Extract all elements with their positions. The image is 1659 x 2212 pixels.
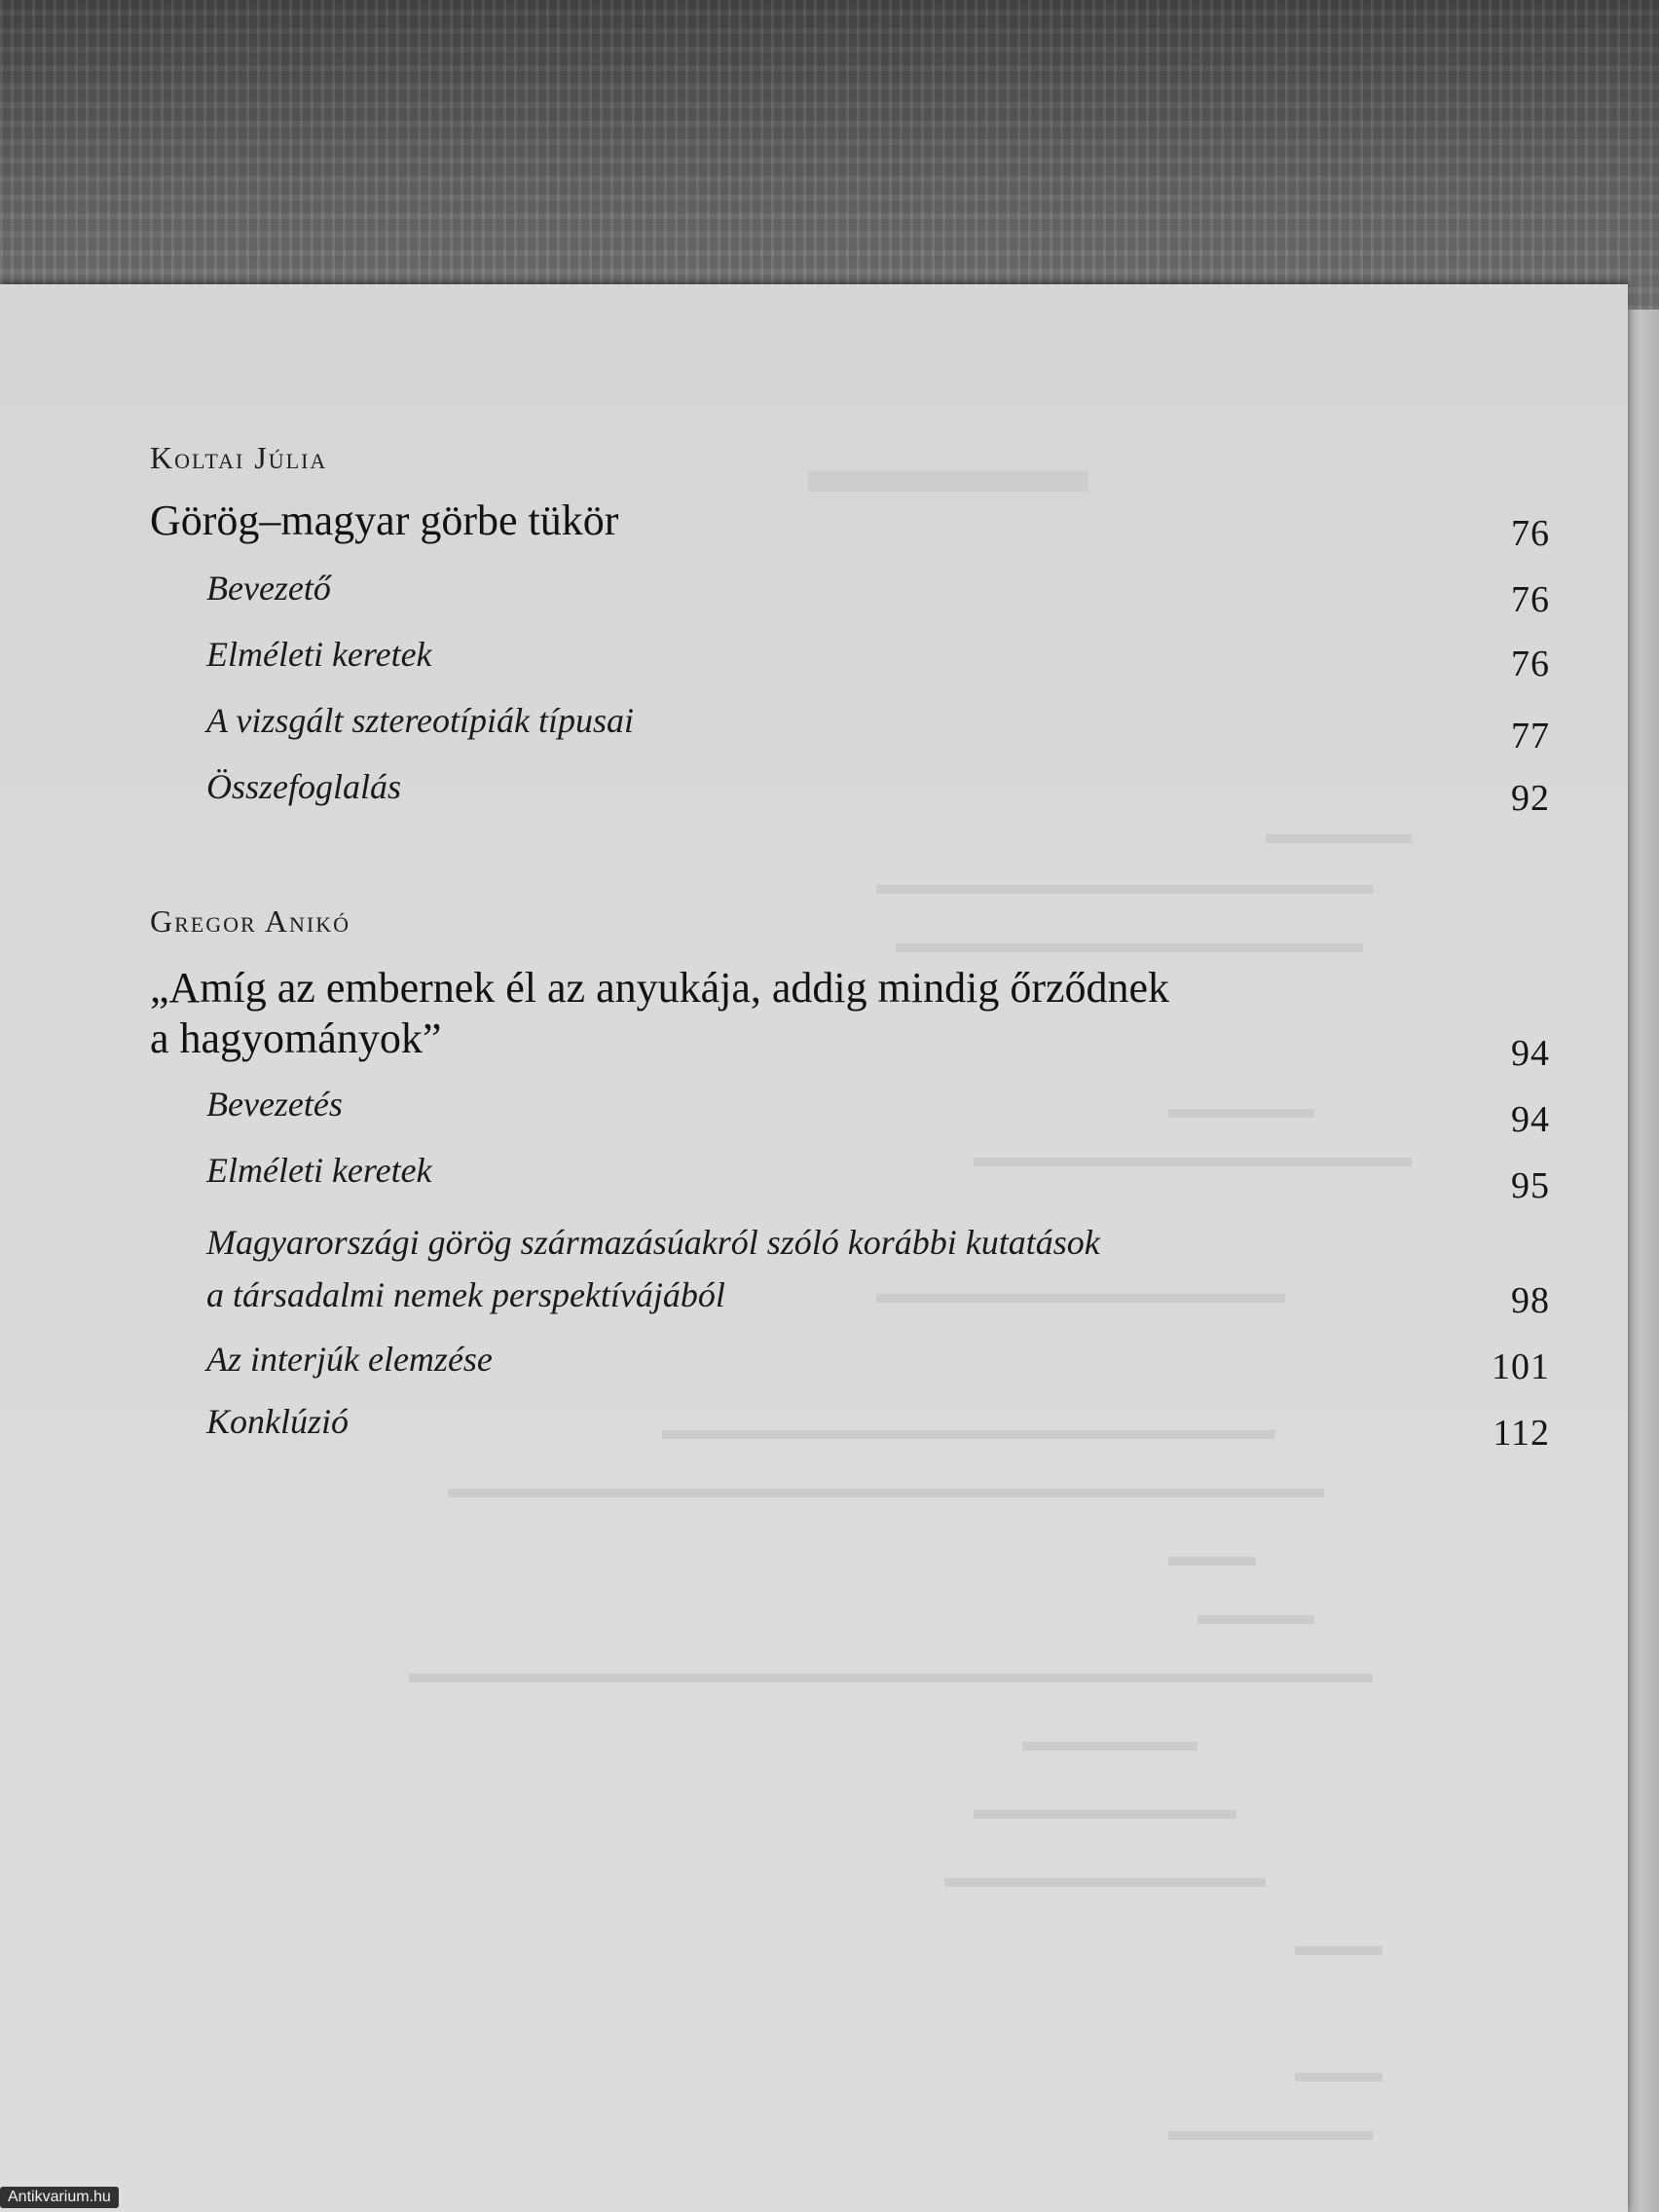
show-through-line: ▬▬▬▬▬▬▬▬▬▬▬▬▬▬▬▬▬▬▬▬▬ — [662, 1414, 1275, 1446]
show-through-line: ▬▬▬ — [1168, 1540, 1256, 1572]
show-through-line: ▬▬▬▬▬▬ — [1022, 1725, 1198, 1757]
show-through-line: ▬▬▬ — [1295, 1930, 1382, 1962]
chapter-title-line-1: „Amíg az embernek él az anyukája, addig mindig őrződnek — [150, 964, 1170, 1012]
show-through-line: ▬▬▬▬▬▬▬ — [1168, 2115, 1373, 2147]
show-through-line: ▬▬▬ — [1295, 2056, 1382, 2088]
show-through-line: ▬▬▬▬▬▬▬▬▬▬▬▬▬▬▬▬▬ — [876, 868, 1373, 901]
next-page-edge — [1628, 310, 1659, 2212]
author-name: Koltai Júlia — [150, 440, 328, 475]
chapter-title-line-2: a hagyományok” — [150, 1014, 442, 1062]
chapter-page-number: 94 — [1511, 1033, 1550, 1074]
toc-page-number: 112 — [1493, 1413, 1550, 1454]
toc-entry-line-2: a társadalmi nemek perspektívájából — [206, 1275, 725, 1314]
show-through-heading: ▬▬▬▬ — [808, 429, 1088, 507]
show-through-line: ▬▬▬▬▬▬▬▬▬▬▬ — [944, 1862, 1266, 1894]
show-through-line: ▬▬▬▬▬▬▬▬▬▬▬▬▬▬▬▬ — [896, 927, 1363, 959]
toc-page-number: 77 — [1511, 716, 1550, 756]
show-through-line: ▬▬▬▬▬▬▬▬▬▬▬▬▬▬▬ — [974, 1141, 1412, 1173]
show-through-line: ▬▬▬▬ — [1198, 1599, 1314, 1631]
toc-entry: Konklúzió — [206, 1402, 350, 1441]
toc-entry: Elméleti keretek — [206, 1151, 432, 1190]
toc-page-number: 92 — [1511, 778, 1550, 819]
toc-page-number: 98 — [1511, 1280, 1550, 1321]
show-through-line: ▬▬▬▬▬ — [1266, 818, 1412, 850]
author-name: Gregor Anikó — [150, 903, 351, 939]
toc-entry-line-1: Magyarországi görög származásúakról szóló korábbi kutatások — [206, 1223, 1100, 1262]
toc-page-number: 94 — [1511, 1099, 1550, 1140]
show-through-line: ▬▬▬▬▬▬▬▬▬▬▬▬▬▬▬▬▬▬▬▬▬▬▬▬▬▬▬▬▬▬ — [448, 1472, 1324, 1504]
toc-entry: Az interjúk elemzése — [206, 1340, 493, 1379]
toc-page-number: 95 — [1511, 1165, 1550, 1206]
toc-page-number: 76 — [1511, 579, 1550, 620]
toc-entry: A vizsgált sztereotípiák típusai — [206, 701, 634, 740]
toc-page-number: 76 — [1511, 644, 1550, 684]
toc-entry: Bevezetés — [206, 1085, 343, 1124]
watermark: Antikvarium.hu — [0, 2187, 119, 2208]
chapter-title: Görög–magyar görbe tükör — [150, 497, 619, 544]
chapter-page-number: 76 — [1511, 513, 1550, 554]
show-through-line: ▬▬▬▬▬▬▬▬▬ — [974, 1793, 1236, 1825]
show-through-line: ▬▬▬▬▬ — [1168, 1092, 1314, 1124]
show-through-line: ▬▬▬▬▬▬▬▬▬▬▬▬▬▬ — [876, 1277, 1285, 1309]
show-through-line: ▬▬▬▬▬▬▬▬▬▬▬▬▬▬▬▬▬▬▬▬▬▬▬▬▬▬▬▬▬▬▬▬▬ — [409, 1657, 1373, 1689]
toc-page-number: 101 — [1492, 1346, 1550, 1387]
background-texture — [0, 0, 1659, 312]
toc-entry: Elméleti keretek — [206, 635, 432, 674]
toc-entry: Összefoglalás — [206, 767, 402, 806]
toc-entry: Bevezető — [206, 569, 331, 608]
